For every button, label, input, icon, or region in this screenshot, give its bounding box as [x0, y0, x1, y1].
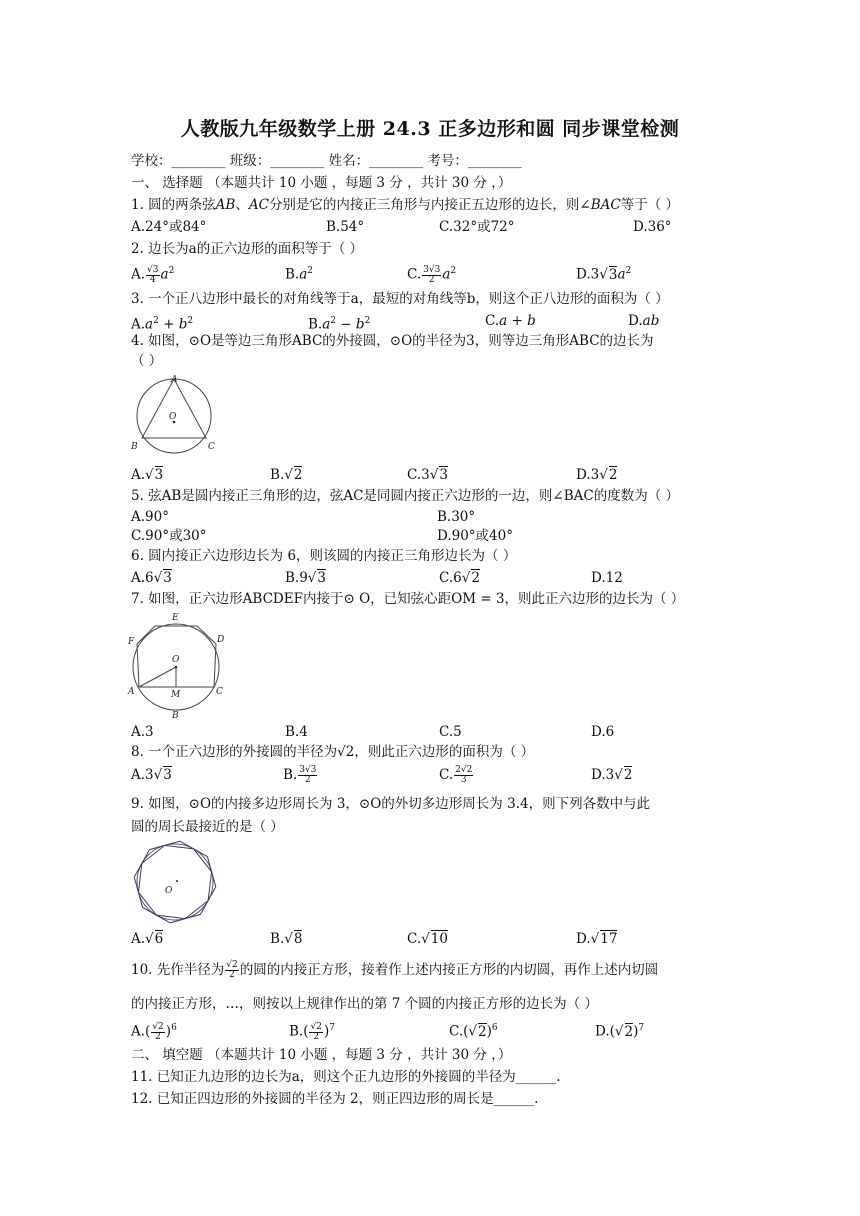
q4-option-a: A.√3 [131, 467, 164, 483]
question-10: 10. 先作半径为 $\frac{√2}{2}$ 的圆的内接正方形，接着作上述内接正方形的内切圆，再作上述内切圆 [131, 960, 659, 980]
header-fields: 学校：________ 班级：________ 姓名：________ 考号：________ [131, 153, 522, 169]
question-9: 9. 如图，⊙O的内接多边形周长为 3，⊙O的外切多边形周长为 3.4，则下列各数中与此 [131, 796, 651, 812]
inscribed-polygon [138, 845, 211, 918]
page-title: 人教版九年级数学上册 24.3 正多边形和圆 同步课堂检测 [180, 118, 680, 140]
question-2: 2. 边长为a的正六边形的面积等于（ ） [131, 241, 364, 257]
question-12: 12. 已知正四边形的外接圆的半径为 2，则正四边形的周长是______. [131, 1091, 539, 1107]
q2-option-c: C. $\frac{3√3}{2}$ $a^2$ [407, 264, 457, 285]
label-o: O [165, 886, 173, 896]
question-6: 6. 圆内接正六边形边长为 6，则该圆的内接正三角形边长为（ ） [131, 548, 517, 564]
q10-option-b: B.( $\frac{√2}{2}$ )$^7$ [289, 1021, 335, 1042]
label-b: B [172, 711, 179, 721]
q6-option-b: B.9√3 [285, 570, 326, 586]
q9-option-a: A.√6 [131, 931, 164, 947]
label-a: A [128, 687, 135, 697]
q8-option-b: B. $\frac{3√3}{2}$ [283, 765, 317, 785]
q6-option-a: A.6√3 [131, 570, 172, 586]
q1-option-d: D.36° [633, 219, 672, 235]
section-fill-heading: 二、 填空题 （本题共计 10 小题 ，每题 3 分 ，共计 30 分 ，） [131, 1047, 512, 1063]
q7-option-c: C.5 [439, 724, 462, 740]
question-11: 11. 已知正九边形的边长为a，则这个正九边形的外接圆的半径为______. [131, 1069, 561, 1085]
q4-option-c: C.3√3 [407, 467, 448, 483]
label-o: O [172, 655, 180, 665]
q3-option-b: $B.a^2 - b^2$ [308, 316, 371, 333]
label-a: A [171, 375, 178, 385]
label-f: F [128, 637, 135, 647]
q2-option-d: $D.3√3a^2$ [576, 266, 632, 283]
question-7: 7. 如图，正六边形ABCDEF内接于⊙ O，已知弦心距OM = 3，则此正六边形的边长为（ ） [131, 591, 685, 607]
q8-option-a: A.3√3 [131, 767, 172, 783]
q4-option-b: B.√2 [270, 467, 303, 483]
q3-option-c: C.a + b [485, 313, 536, 329]
question-10-cont: 的内接正方形，…，则按以上规律作出的第 7 个圆的内接正方形的边长为（ ） [131, 996, 598, 1012]
q1-option-c: C.32°或72° [439, 219, 515, 235]
q10-option-c: $C.(√2)^6$ [449, 1023, 498, 1040]
q6-option-d: D.12 [591, 570, 623, 586]
q4-option-d: D.3√2 [576, 467, 618, 483]
q3-option-a: $A.a^2 + b^2$ [131, 316, 194, 333]
circle-o [137, 844, 213, 920]
q1-option-a: A.24°或84° [131, 219, 207, 235]
q5-option-c: C.90°或30° [131, 528, 207, 544]
q2-option-a: A. $\frac{√3}{4}$ $a^2$ [131, 264, 175, 285]
q9-option-b: B.√8 [270, 931, 303, 947]
question-3: 3. 一个正八边形中最长的对角线等于a，最短的对角线等b，则这个正八边形的面积为（ ） [131, 291, 669, 307]
q8-option-d: D.3√2 [591, 767, 633, 783]
center-point [175, 666, 178, 669]
figure-q9-polygons [128, 836, 224, 928]
question-9-cont: 圆的周长最接近的是（ ） [131, 819, 284, 835]
radius-oa [139, 667, 176, 687]
question-4: 4. 如图，⊙O是等边三角形ABC的外接圆，⊙O的半径为3，则等边三角形ABC的边长为 [131, 333, 654, 349]
label-m: M [171, 690, 181, 700]
question-8: 8. 一个正六边形的外接圆的半径为√2，则此正六边形的面积为（ ） [131, 744, 535, 760]
question-4-cont: （ ） [131, 353, 163, 369]
q5-option-b: B.30° [437, 509, 476, 525]
q1-option-b: B.54° [326, 219, 365, 235]
question-5: 5. 弦AB是圆内接正三角形的边，弦AC是同圆内接正六边形的一边，则∠BAC的度数为（ ） [131, 488, 680, 504]
q10-option-d: $D.(√2)^7$ [595, 1023, 645, 1040]
q9-option-c: C.√10 [407, 931, 448, 947]
q2-option-b: $B.a^2$ [285, 266, 314, 283]
q3-option-d: D.ab [628, 313, 660, 329]
label-e: E [172, 613, 179, 623]
q5-option-a: A.90° [131, 509, 169, 525]
label-c: C [208, 442, 215, 452]
section-choice-heading: 一、 选择题 （本题共计 10 小题 ，每题 3 分 ，共计 30 分 ，） [131, 175, 512, 191]
question-1: 1. 圆的两条弦AB、AC分别是它的内接正三角形与内接正五边形的边长，则∠BAC等于（ ） [131, 197, 680, 213]
triangle-abc [142, 379, 206, 438]
q7-option-a: A.3 [131, 724, 154, 740]
circumscribed-polygon [134, 841, 216, 923]
label-o: O [169, 412, 177, 422]
q8-option-c: C. $\frac{2√2}{3}$ [439, 765, 473, 785]
q6-option-c: C.6√2 [439, 570, 480, 586]
label-c: C [216, 687, 223, 697]
q7-option-d: D.6 [591, 724, 615, 740]
figure-q4-circle-triangle [129, 372, 219, 458]
center-point [176, 880, 178, 882]
q7-option-b: B.4 [285, 724, 308, 740]
figure-q7-hexagon [127, 608, 229, 722]
q10-option-a: A.( $\frac{√2}{2}$ )$^6$ [131, 1021, 177, 1042]
q5-option-d: D.90°或40° [437, 528, 513, 544]
label-d: D [217, 635, 225, 645]
q9-option-d: D.√17 [576, 931, 618, 947]
label-b: B [131, 442, 138, 452]
